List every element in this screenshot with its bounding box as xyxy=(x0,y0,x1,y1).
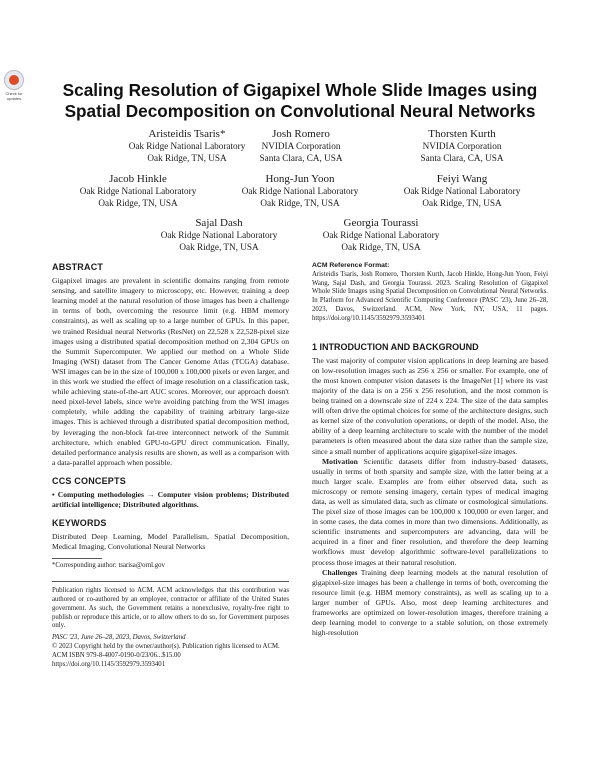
author-loc: Oak Ridge, TN, USA xyxy=(422,197,502,208)
author-loc: Santa Clara, CA, USA xyxy=(420,152,504,163)
intro-paragraph-2 xyxy=(312,457,548,568)
author-block xyxy=(134,217,304,253)
author-block xyxy=(215,173,385,209)
venue: PASC '23, June 26–28, 2023, Davos, Switzerland xyxy=(52,634,186,642)
author-name: Aristeidis Tsaris* xyxy=(148,128,226,140)
intro-paragraph-1: The vast majority of computer vision applications in deep learning are based on low-resolution images such as 256 x 256 or smaller. For example, one of the most known computer vision datasets is the ImageNet [1] where its vast majority of the data is on a 256 x 256 resolution, and the most common is being trained on a downscale size of 224 x 224. The size of the data samples will often drive the optimal choices for some of the architecture designs, such as kernel size of the convolution operations, or depth of the model. Also, the ability of a deep learning architecture to scale with the number of the model parameters is often measured about the data size rather than the sample size, since a small number of applications acquire gigapixel-size images. xyxy=(312,355,548,456)
abstract-heading: ABSTRACT xyxy=(52,262,104,272)
motivation-text: Scientific datasets differ from industry-based datasets, usually in terms of both sparsity and sample size, with the latter being at a much larger scale. Examples are from either observed data, such as microscopy or remote sensing imagery, certain types of medical imaging data, as well as simulated data, such as climate or cosmological simulations. The pixel size of those images can be 100,000 x 100,000 or even larger, and in some cases, the data comes in more than two dimensions. Additionally, as scientific instruments and supercomputers are advancing, data will be acquired in a finer and finer resolution, and therefore the deep learning workflows must develop algorithmic software-level parallelizations to process those images at their natural resolution. xyxy=(312,456,548,567)
intro-paragraph-3 xyxy=(312,568,548,639)
author-org: NVIDIA Corporation xyxy=(422,141,502,151)
badge-label: Check for updates xyxy=(5,91,23,101)
author-loc: Santa Clara, CA, USA xyxy=(259,152,343,163)
author-loc: Oak Ridge, TN, USA xyxy=(98,197,178,208)
author-org: Oak Ridge National Laboratory xyxy=(128,141,246,151)
reference-text: Aristeidis Tsaris, Josh Romero, Thorsten Kurth, Jacob Hinkle, Hong-Jun Yoon, Feiyi Wang, Sajal Dash, and Georgia Tourassi. 2023. Scaling Resolution of Gigapixel Whole Slide Images using Spatial Decomposition on Convolutional Neural Networks. In Platform for Advanced Scientific Computing Conference (PASC '23), June 26–28, 2023, Davos, Switzerland. ACM, New York, NY, USA, 11 pages. https://doi.org/10.1145/3592979.3593401 xyxy=(312,270,548,322)
author-loc: Oak Ridge, TN, USA xyxy=(341,241,421,252)
title-line-1: Scaling Resolution of Gigapixel Whole Slide Images using xyxy=(62,80,538,100)
intro-heading: 1 INTRODUCTION AND BACKGROUND xyxy=(312,341,479,352)
author-block xyxy=(377,128,547,164)
author-loc: Oak Ridge, TN, USA xyxy=(179,241,259,252)
copyright: © 2023 Copyright held by the owner/author(s). Publication rights licensed to ACM. xyxy=(52,643,280,651)
isbn: ACM ISBN 979-8-4007-0190-0/23/06...$15.00 xyxy=(52,651,181,659)
author-name: Josh Romero xyxy=(272,128,330,140)
author-loc: Oak Ridge, TN, USA xyxy=(147,152,227,163)
author-org: Oak Ridge National Laboratory xyxy=(79,186,197,196)
author-org: Oak Ridge National Laboratory xyxy=(241,186,359,196)
reference-heading: ACM Reference Format: xyxy=(312,262,390,269)
license-text: Publication rights licensed to ACM. ACM acknowledges that this contribution was authored or co-authored by an employee, contractor or affiliate of the United States government. As such, the Government retains a nonexclusive, royalty-free right to publish or reproduce this article, or to allow others to do so, for Government purposes only. xyxy=(52,587,289,630)
license-divider xyxy=(52,581,289,582)
author-org: Oak Ridge National Laboratory xyxy=(403,186,521,196)
author-name: Sajal Dash xyxy=(195,217,243,229)
author-block xyxy=(296,217,466,253)
left-column xyxy=(52,262,289,669)
ccs-heading: CCS CONCEPTS xyxy=(52,475,126,486)
keywords-text: Distributed Deep Learning, Model Parallelism, Spatial Decomposition, Medical Imaging, Convolutional Neural Networks xyxy=(52,532,289,552)
update-icon xyxy=(4,70,24,90)
author-block xyxy=(216,128,386,164)
author-org: Oak Ridge National Laboratory xyxy=(160,230,278,240)
ccs-text: • Computing methodologies → Computer vision problems; Distributed artificial intelligence; Distributed algorithms. xyxy=(52,489,289,510)
author-block xyxy=(53,173,223,209)
check-for-updates-badge[interactable] xyxy=(4,70,24,100)
challenges-label: Challenges xyxy=(322,567,358,577)
challenges-text: Training deep learning models at the natural resolution of gigapixel-size images has been a challenge in terms of both, overcoming the resource limit (e.g. HBM memory constraints), as well as scaling up to a larger number of GPUs. Also, most deep learning architectures and frameworks are optimized on lower-resolution images, therefore training a deep learning model to converge to a stable solution, on those extremely high-resolution xyxy=(312,567,548,638)
title-line-2: Spatial Decomposition on Convolutional Neural Networks xyxy=(64,101,536,121)
author-org: NVIDIA Corporation xyxy=(261,141,341,151)
doi-link[interactable]: https://doi.org/10.1145/3592979.3593401 xyxy=(52,660,166,668)
abstract-text: Gigapixel images are prevalent in scientific domains ranging from remote sensing, and satellite imagery to microscopy, etc. However, training a deep learning model at the natural resolution of those images has been a challenge in terms of both, overcoming the resource limit (e.g. HBM memory constraints), as well as scaling up to a large number of GPUs. In this paper, we trained Residual neural Networks (ResNet) on 22,528 x 22,528-pixel size images using a distributed spatial decomposition method on 2,304 GPUs on the Summit Supercomputer. We applied our method on a Whole Slide Imaging (WSI) dataset from The Cancer Genome Atlas (TCGA) database. WSI images can be in the size of 100,000 x 100,000 pixels or even larger, and in this work we studied the effect of image resolution on a classification task, while achieving state-of-the-art AUC scores. Moreover, our approach doesn't need pixel-level labels, since we're avoiding patching from the WSI images completely, while adding the capability of training arbitrary large-size images. This is achieved through a distributed spatial decomposition method, by leveraging the non-block fat-tree interconnect network of the Summit architecture, which enabled GPU-to-GPU direct communication. Finally, detailed performance analysis results are shown, as well as a comparison with a data-parallel approach when possible. xyxy=(52,276,290,467)
author-name: Jacob Hinkle xyxy=(109,173,167,185)
author-block xyxy=(377,173,547,209)
keywords-heading: KEYWORDS xyxy=(52,518,107,529)
author-name: Georgia Tourassi xyxy=(343,217,419,229)
author-name: Hong-Jun Yoon xyxy=(265,173,335,185)
author-name: Thorsten Kurth xyxy=(428,128,496,140)
author-org: Oak Ridge National Laboratory xyxy=(322,230,440,240)
paper-title xyxy=(40,80,560,122)
footnote: *Corresponding author: tsarisa@ornl.gov xyxy=(52,562,165,570)
footnote-divider xyxy=(52,558,102,559)
author-name: Feiyi Wang xyxy=(436,173,488,185)
motivation-label: Motivation xyxy=(322,456,358,466)
right-column xyxy=(312,262,548,638)
author-loc: Oak Ridge, TN, USA xyxy=(260,197,340,208)
